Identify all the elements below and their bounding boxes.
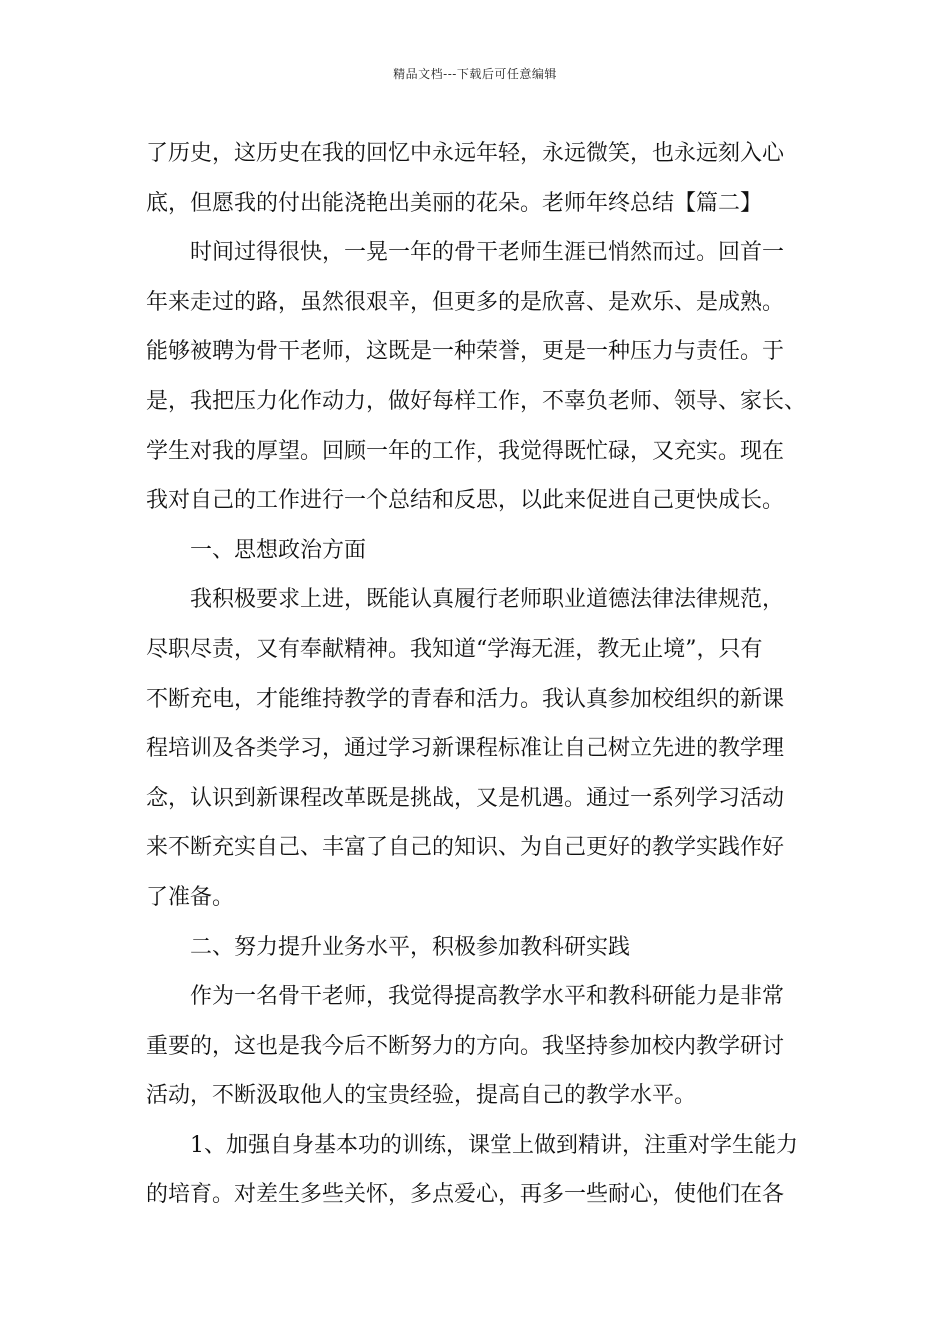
document-body — [146, 129, 806, 1220]
section-heading: 一、思想政治方面 — [190, 537, 367, 563]
paragraph-start-line: 我积极要求上进，既能认真履行老师职业道德法律法律规范， — [190, 587, 785, 613]
section-heading: 二、努力提升业务水平，积极参加教科研实践 — [190, 934, 631, 960]
text-line: 程培训及各类学习，通过学习新课程标准让自己树立先进的教学理 — [146, 736, 785, 762]
text-line: 学生对我的厚望。回顾一年的工作，我觉得既忙碌，又充实。现在 — [146, 438, 785, 464]
page-header: 精品文档---下载后可任意编辑 — [393, 67, 557, 81]
text-line: 活动，不断汲取他人的宝贵经验，提高自己的教学水平。 — [146, 1083, 697, 1109]
text-line: 我对自己的工作进行一个总结和反思，以此来促进自己更快成长。 — [146, 488, 785, 514]
text-line: 重要的，这也是我今后不断努力的方向。我坚持参加校内教学研讨 — [146, 1033, 785, 1059]
paragraph-start-line: 作为一名骨干老师，我觉得提高教学水平和教科研能力是非常 — [190, 984, 785, 1010]
text-line: 来不断充实自己、丰富了自己的知识、为自己更好的教学实践作好 — [146, 835, 785, 861]
paragraph-start-line: 1、加强自身基本功的训练，课堂上做到精讲，注重对学生能力 — [190, 1132, 798, 1158]
text-line: 了历史，这历史在我的回忆中永远年轻，永远微笑，也永远刻入心 — [146, 141, 785, 166]
paragraph-start-line: 时间过得很快，一晃一年的骨干老师生涯已悄然而过。回首一 — [190, 240, 785, 266]
text-line: 的培育。对差生多些关怀，多点爱心，再多一些耐心，使他们在各 — [146, 1182, 785, 1208]
text-line: 念，认识到新课程改革既是挑战，又是机遇。通过一系列学习活动 — [146, 785, 785, 811]
text-line: 能够被聘为骨干老师，这既是一种荣誉，更是一种压力与责任。于 — [146, 339, 785, 365]
text-line: 底，但愿我的付出能浇艳出美丽的花朵。老师年终总结【篇二】 — [146, 190, 763, 216]
text-line: 年来走过的路，虽然很艰辛，但更多的是欣喜、是欢乐、是成熟。 — [146, 289, 785, 315]
text-line: 尽职尽责，又有奉献精神。我知道“学海无涯，教无止境”，只有 — [146, 636, 763, 662]
text-line: 了准备。 — [146, 884, 235, 910]
text-line: 是，我把压力化作动力，做好每样工作，不辜负老师、领导、家长、 — [146, 388, 807, 414]
text-line: 不断充电，才能维持教学的青春和活力。我认真参加校组织的新课 — [146, 686, 785, 712]
